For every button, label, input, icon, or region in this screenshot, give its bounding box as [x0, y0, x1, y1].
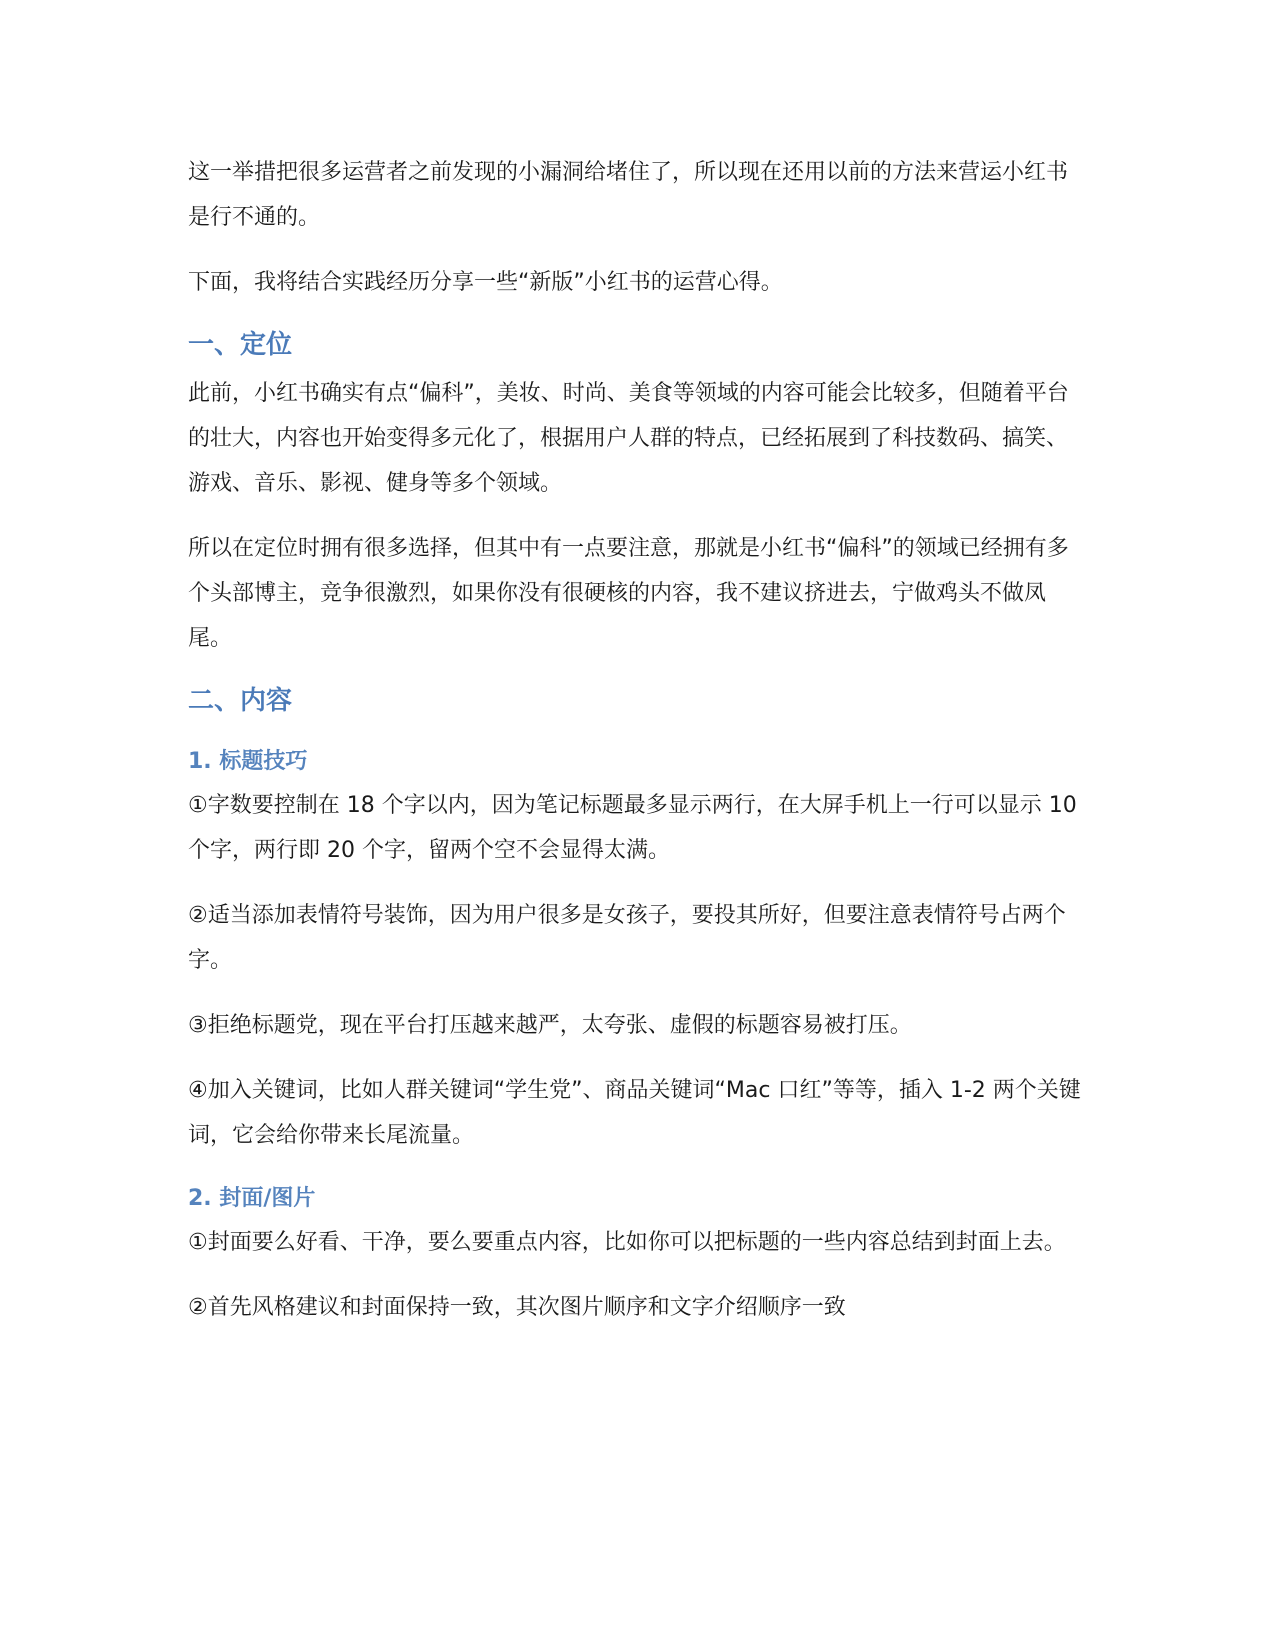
section-heading-content: 二、内容	[188, 686, 293, 716]
cover-tip-1: ①封面要么好看、干净，要么要重点内容，比如你可以把标题的一些内容总结到封面上去。	[188, 1230, 1066, 1255]
title-tip-1: ①字数要控制在 18 个字以内，因为笔记标题最多显示两行，在大屏手机上一行可以显示 10 个字，两行即 20 个字，留两个空不会显得太满。	[188, 793, 1077, 863]
title-tip-3: ③拒绝标题党，现在平台打压越来越严，太夸张、虚假的标题容易被打压。	[188, 1013, 912, 1038]
positioning-paragraph-2: 所以在定位时拥有很多选择，但其中有一点要注意，那就是小红书“偏科”的领域已经拥有多个头部博主，竞争很激烈，如果你没有很硬核的内容，我不建议挤进去，宁做鸡头不做凤尾。	[188, 536, 1069, 651]
positioning-paragraph-1: 此前，小红书确实有点“偏科”，美妆、时尚、美食等领域的内容可能会比较多，但随着平台的壮大，内容也开始变得多元化了，根据用户人群的特点，已经拓展到了科技数码、搞笑、游戏、音乐、影视、健身等多个领域。	[188, 381, 1069, 496]
title-tip-2: ②适当添加表情符号装饰，因为用户很多是女孩子，要投其所好，但要注意表情符号占两个字。	[188, 903, 1066, 973]
intro-paragraph-2: 下面，我将结合实践经历分享一些“新版”小红书的运营心得。	[188, 270, 783, 295]
subheading-cover-images: 2. 封面/图片	[188, 1186, 316, 1211]
title-tip-4: ④加入关键词，比如人群关键词“学生党”、商品关键词“Mac 口红”等等，插入 1-2 两个关键词，它会给你带来长尾流量。	[188, 1078, 1081, 1148]
section-heading-positioning: 一、定位	[188, 330, 293, 360]
intro-paragraph-1: 这一举措把很多运营者之前发现的小漏洞给堵住了，所以现在还用以前的方法来营运小红书是行不通的。	[188, 160, 1069, 230]
cover-tip-2: ②首先风格建议和封面保持一致，其次图片顺序和文字介绍顺序一致	[188, 1295, 846, 1320]
document-page	[188, 150, 1088, 1350]
subheading-title-tips: 1. 标题技巧	[188, 749, 308, 774]
